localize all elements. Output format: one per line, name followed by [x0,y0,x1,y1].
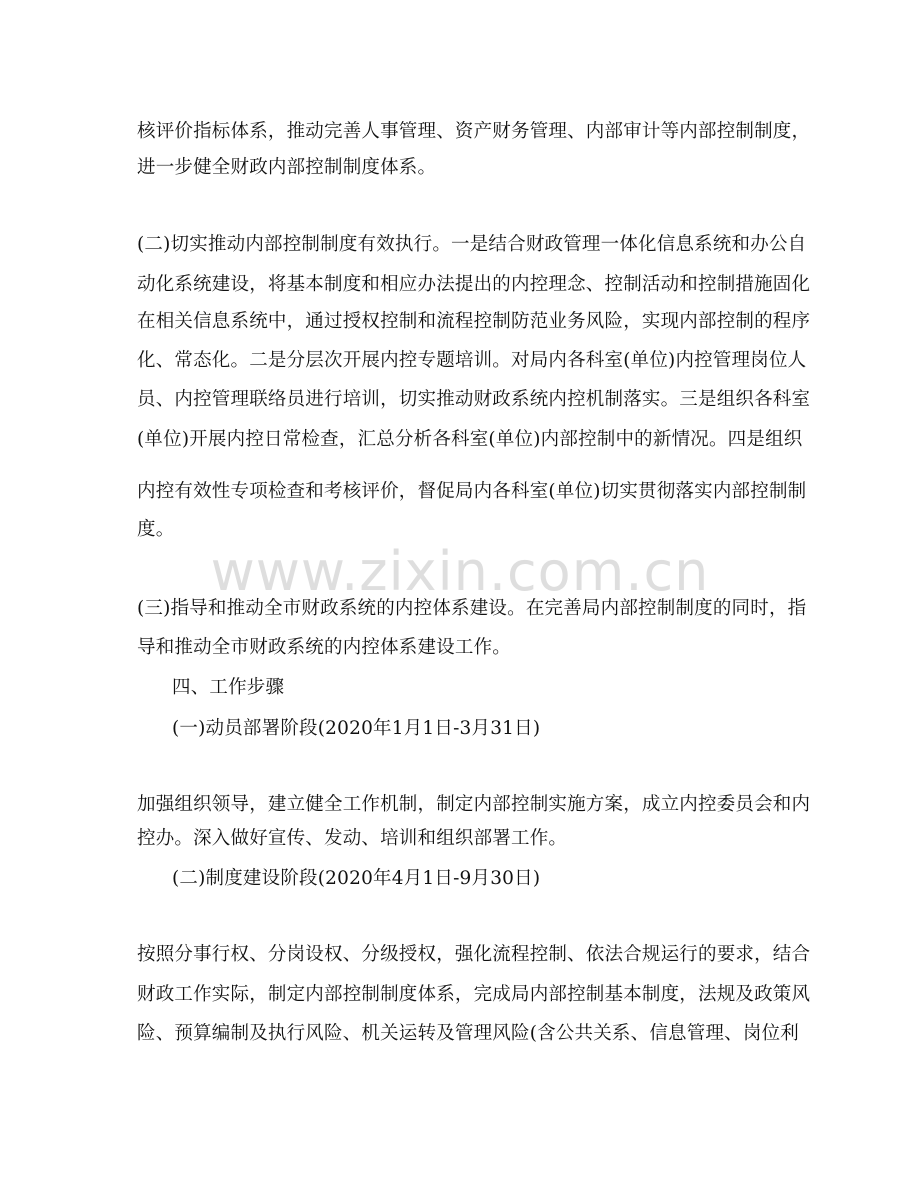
body-text-line: 化、常态化。二是分层次开展内控专题培训。对局内各科室(单位)内控管理岗位人 [137,350,807,371]
body-text-line: 动化系统建设，将基本制度和相应办法提出的内控理念、控制活动和控制措施固化 [137,274,811,295]
body-text-line: 按照分事行权、分岗设权、分级授权，强化流程控制、依法合规运行的要求，结合 [137,944,811,965]
body-text-line: 导和推动全市财政系统的内控体系建设工作。 [137,637,512,658]
body-text-line: 在相关信息系统中，通过授权控制和流程控制防范业务风险，实现内部控制的程序 [137,311,811,332]
section-heading: 四、工作步骤 [172,677,285,698]
body-text-line: 进一步健全财政内部控制制度体系。 [137,157,437,178]
body-text-line: 控办。深入做好宣传、发动、培训和组织部署工作。 [137,828,568,849]
body-text-line: 度。 [137,519,175,540]
body-text-line: 财政工作实际，制定内部控制制度体系，完成局内部控制基本制度，法规及政策风 [137,984,811,1005]
section-paragraph-line: (二)切实推动内部控制制度有效执行。一是结合财政管理一体化信息系统和办公自 [137,234,807,255]
body-text-line: 员、内控管理联络员进行培训，切实推动财政系统内控机制落实。三是组织各科室 [137,389,811,410]
body-text-line: 内控有效性专项检查和考核评价，督促局内各科室(单位)切实贯彻落实内部控制制 [137,481,807,502]
subsection-heading: (二)制度建设阶段(2020年4月1日-9月30日) [172,868,541,889]
watermark: www.zixin.com.cn [210,540,710,603]
section-paragraph-line: (三)指导和推动全市财政系统的内控体系建设。在完善局内部控制制度的同时，指 [137,598,807,619]
body-text-line: 加强组织领导，建立健全工作机制，制定内部控制实施方案，成立内控委员会和内 [137,794,811,815]
body-text-line: 核评价指标体系，推动完善人事管理、资产财务管理、内部审计等内部控制制度， [137,121,811,142]
subsection-heading: (一)动员部署阶段(2020年1月1日-3月31日) [172,718,541,739]
body-text-line: (单位)开展内控日常检查，汇总分析各科室(单位)内部控制中的新情况。四是组织 [137,429,803,450]
body-text-line: 险、预算编制及执行风险、机关运转及管理风险(含公共关系、信息管理、岗位利 [137,1023,799,1044]
